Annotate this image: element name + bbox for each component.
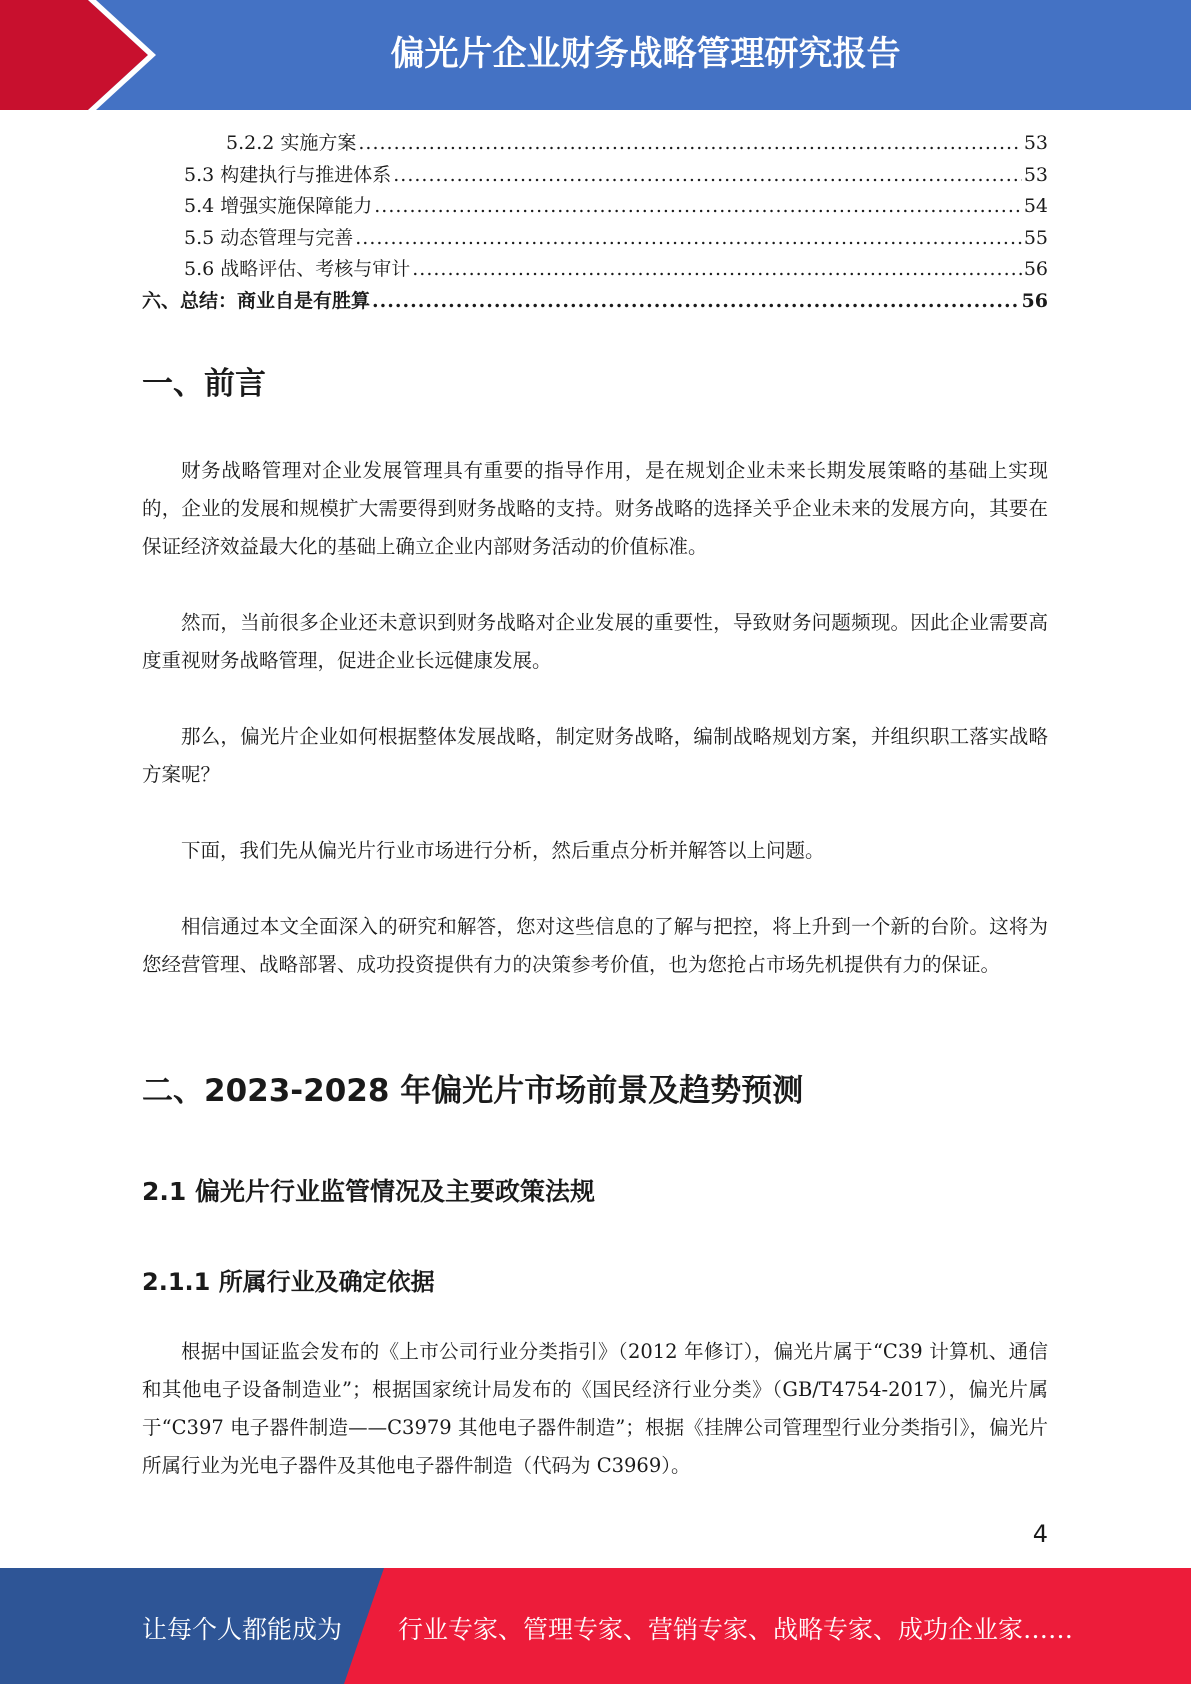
report-title: 偏光片企业财务战略管理研究报告 — [390, 34, 901, 74]
toc-entry[interactable] — [142, 128, 1048, 160]
footer-slogan-right: 行业专家、管理专家、营销专家、战略专家、成功企业家…… — [398, 1615, 1074, 1644]
toc-leader — [393, 164, 1022, 186]
toc-leader — [372, 290, 1020, 312]
paragraph: 相信通过本文全面深入的研究和解答，您对这些信息的了解与把控，将上升到一个新的台阶。这将为您经营管理、战略部署、成功投资提供有力的决策参考价值，也为您抢占市场先机提供有力的保证。 — [142, 915, 1048, 976]
paragraph: 然而，当前很多企业还未意识到财务战略对企业发展的重要性，导致财务问题频现。因此企业需要高度重视财务战略管理，促进企业长远健康发展。 — [142, 611, 1048, 672]
paragraph: 根据中国证监会发布的《上市公司行业分类指引》（2012 年修订），偏光片属于“C39 计算机、通信和其他电子设备制造业”；根据国家统计局发布的《国民经济行业分类》（GB/T4754-2017），偏光片属于“C397 电子器件制造——C3979 其他电子器件制造”；根据《挂牌公司管理型行业分类指引》，偏光片所属行业为光电子器件及其他电子器件制造（代码为 C3969）。 — [142, 1340, 1048, 1477]
page-footer — [0, 1568, 1191, 1684]
toc-entry[interactable] — [142, 254, 1048, 286]
toc-entry[interactable] — [142, 223, 1048, 255]
toc-leader — [358, 132, 1021, 154]
subsubsection-heading: 2.1.1 所属行业及确定依据 — [142, 1268, 435, 1296]
page-number: 4 — [1032, 1520, 1048, 1548]
toc-entry-page: 55 — [1023, 226, 1048, 249]
toc-entry-title: 5.2.2 实施方案 — [226, 132, 357, 154]
toc-entry-page: 54 — [1023, 195, 1048, 217]
subsection-heading: 2.1 偏光片行业监管情况及主要政策法规 — [142, 1177, 595, 1206]
toc-entry[interactable] — [142, 191, 1048, 223]
paragraph: 财务战略管理对企业发展管理具有重要的指导作用，是在规划企业未来长期发展策略的基础上实现的，企业的发展和规模扩大需要得到财务战略的支持。财务战略的选择关乎企业未来的发展方向，其要在保证经济效益最大化的基础上确立企业内部财务活动的价值标准。 — [142, 459, 1048, 558]
paragraph: 那么，偏光片企业如何根据整体发展战略，制定财务战略，编制战略规划方案，并组织职工落实战略方案呢？ — [142, 725, 1048, 786]
toc-entry-page: 56 — [1021, 289, 1048, 312]
toc-entry-title: 5.6 战略评估、考核与审计 — [184, 258, 411, 280]
table-of-contents — [142, 128, 1048, 317]
footer-slogan-left: 让每个人都能成为 — [142, 1615, 343, 1644]
toc-leader — [355, 227, 1022, 249]
section-heading-preface: 一、前言 — [142, 366, 266, 402]
toc-entry-title: 5.3 构建执行与推进体系 — [184, 163, 392, 186]
toc-entry[interactable] — [142, 160, 1048, 192]
toc-leader — [374, 195, 1022, 217]
section-heading-market-outlook: 二、2023-2028 年偏光片市场前景及趋势预测 — [142, 1073, 804, 1109]
toc-entry[interactable] — [142, 286, 1048, 318]
toc-entry-page: 53 — [1023, 132, 1048, 154]
paragraph: 下面，我们先从偏光片行业市场进行分析，然后重点分析并解答以上问题。 — [181, 839, 825, 862]
toc-entry-title: 5.4 增强实施保障能力 — [184, 195, 373, 217]
page-header — [0, 0, 1191, 110]
toc-leader — [412, 258, 1022, 280]
toc-entry-page: 53 — [1023, 163, 1048, 186]
toc-entry-title: 5.5 动态管理与完善 — [184, 226, 354, 249]
toc-entry-page: 56 — [1023, 258, 1048, 280]
toc-entry-title: 六、总结：商业自是有胜算 — [142, 289, 371, 312]
